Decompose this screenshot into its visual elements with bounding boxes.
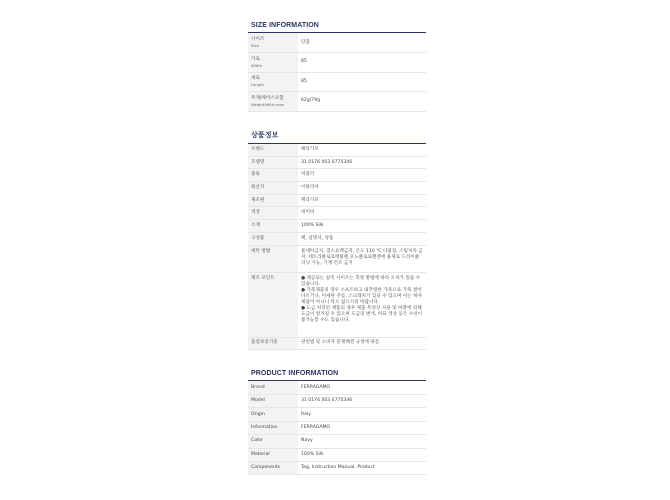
row-label: Components — [248, 462, 298, 475]
row-value: 100% Silk — [301, 222, 324, 228]
row-value: FERRAGAMO — [301, 384, 331, 390]
row-label — [248, 33, 298, 53]
row-value: 물세탁금지, 염소표백금지, 온도 110 ℃ 다림질, 스팀처리 금지, 테트라클로로에틸렌,모노클로로벤젠에 용제로 드라이클리닝 가능, 기계 건조 금지 — [301, 248, 423, 266]
row-label: 구성품 — [248, 232, 298, 245]
row-label: Color — [248, 435, 298, 448]
table-row — [248, 395, 426, 408]
row-value: FERRAGAMO — [301, 425, 331, 431]
note-line: ● 제공되는 실측 사이즈는 측정 방법에 따라 오차가 있을 수 있습니다. — [301, 275, 421, 287]
row-value: 85 — [301, 59, 307, 65]
product-info-table — [248, 381, 426, 475]
table-row — [248, 53, 426, 73]
section-title: PRODUCT INFORMATION — [248, 370, 426, 381]
table-row — [248, 337, 426, 350]
table-row — [248, 272, 426, 337]
table-row — [248, 169, 426, 182]
table-row — [248, 408, 426, 421]
row-label: Information — [248, 421, 298, 434]
row-value: 이탈리아 — [301, 184, 319, 190]
table-row — [248, 421, 426, 434]
row-label: 브랜드 — [248, 144, 298, 157]
row-label: 원산지 — [248, 182, 298, 195]
product-detail-panel — [248, 22, 426, 475]
row-label: 종류 — [248, 169, 298, 182]
table-row — [248, 220, 426, 233]
label-kr: 가로 — [251, 56, 260, 62]
table-row — [248, 72, 426, 92]
table-row — [248, 194, 426, 207]
row-value: 31 0176 003 0775346 — [301, 398, 353, 404]
row-label: 제조원 — [248, 194, 298, 207]
row-label — [248, 92, 298, 112]
row-label — [248, 72, 298, 92]
size-table — [248, 33, 426, 112]
row-label: 색상 — [248, 207, 298, 220]
size-information-section — [248, 22, 426, 112]
product-information-section — [248, 370, 426, 475]
table-row — [248, 462, 426, 475]
row-value: 100% Silk — [301, 451, 324, 457]
row-label: 소재 — [248, 220, 298, 233]
label-kr: 무게/케이스포함 — [251, 95, 284, 101]
row-value: 62g/79g — [301, 98, 321, 104]
row-label: 모델명 — [248, 156, 298, 169]
label-en: Width — [251, 62, 263, 68]
row-value: 네이비 — [301, 210, 315, 216]
row-value: 단품 — [301, 39, 310, 45]
row-value: 페라가모 — [301, 146, 319, 152]
table-row — [248, 245, 426, 272]
row-value: 택, 설명서, 상품 — [301, 235, 334, 241]
table-row — [248, 182, 426, 195]
row-value: 페라가모 — [301, 197, 319, 203]
table-row — [248, 207, 426, 220]
section-title: SIZE INFORMATION — [248, 22, 426, 33]
table-row — [248, 381, 426, 394]
row-value: Tag, Instruction Manual, Product — [301, 465, 375, 471]
label-en: Length — [251, 82, 265, 88]
table-row — [248, 435, 426, 448]
note-line: ● 도금 처리된 제품의 경우 제품 특성상 사용 및 마찰에 의해 도금이 벗겨질 수 있으며 도금의 변색, 미묘 색상 등은 수선이 불가능할 수도 있습니다. — [301, 305, 423, 323]
table-row — [248, 92, 426, 112]
row-label: Material — [248, 448, 298, 461]
table-row — [248, 33, 426, 53]
table-row — [248, 156, 426, 169]
row-value: Navy — [301, 438, 313, 444]
row-value — [298, 272, 426, 337]
row-value: Italy — [301, 411, 311, 417]
details-table — [248, 144, 426, 351]
row-label: Origin — [248, 408, 298, 421]
label-kr: 세로 — [251, 76, 260, 82]
row-label — [248, 53, 298, 73]
label-en: Size — [251, 43, 259, 48]
row-value: 31 0176 003 0775346 — [301, 159, 353, 165]
row-value: 관련법 및 소비자 분쟁해결 규정에 따름 — [301, 340, 380, 346]
table-row — [248, 144, 426, 157]
row-label: 세탁 방법 — [248, 245, 298, 272]
section-title: 상품정보 — [248, 130, 426, 144]
note-line: ● 가죽제품의 경우 소프트하고 내추럴한 가죽으로 가죽 결이 다르거나, 미세한 주름, 스크래치가 있을 수 있으며 이는 하자제품이 아니니 착오 없으시길 바랍니다. — [301, 287, 423, 305]
row-label: Model — [248, 395, 298, 408]
row-label: Brand — [248, 381, 298, 394]
table-row — [248, 232, 426, 245]
row-value: 머플러 — [301, 172, 315, 178]
row-label: 품질보증기준 — [248, 337, 298, 350]
label-en: Weight/With case — [251, 101, 285, 107]
product-details-section — [248, 130, 426, 351]
row-label: 제조 포인트 — [248, 272, 298, 337]
table-row — [248, 448, 426, 461]
row-value: 85 — [301, 78, 307, 84]
label-kr: 사이즈 — [251, 37, 265, 42]
